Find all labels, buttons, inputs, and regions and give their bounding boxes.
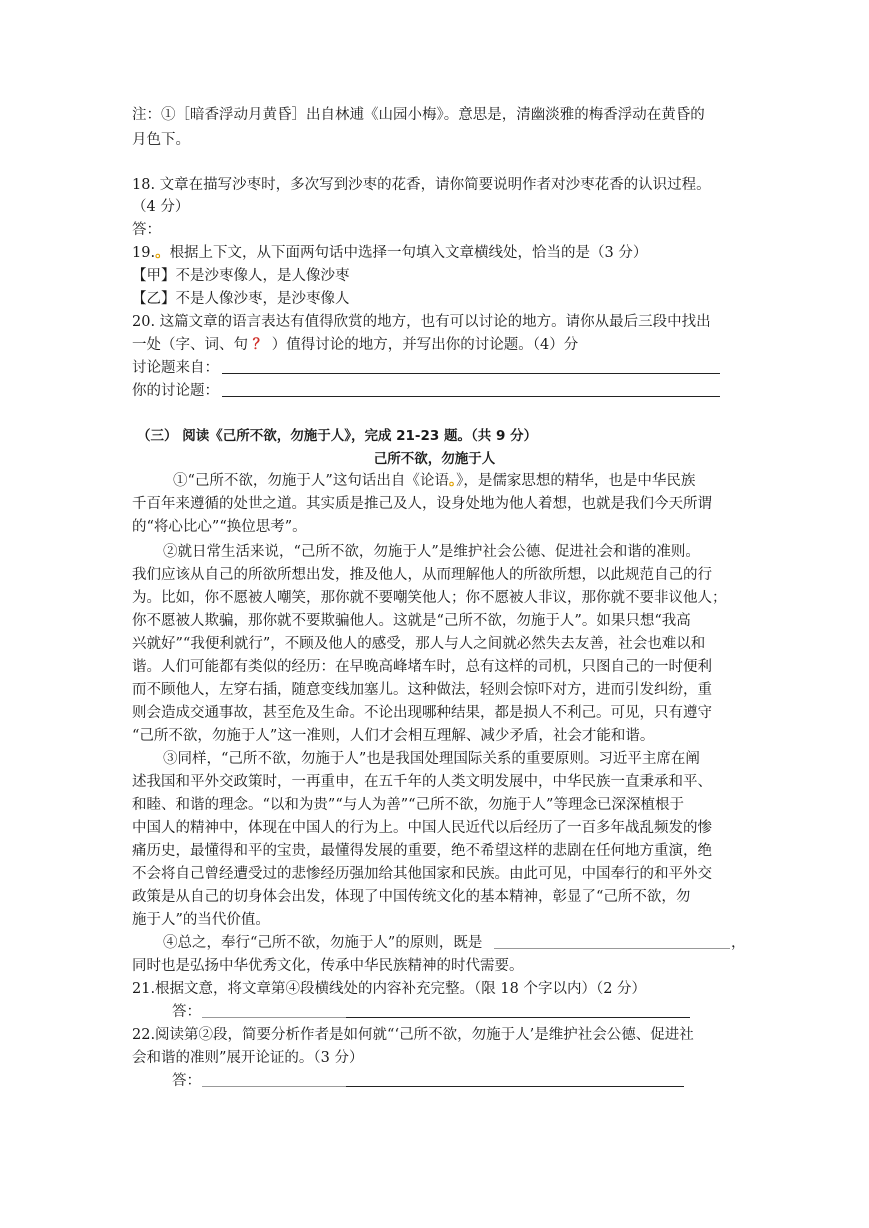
answer-label: 答： [132,222,161,238]
question-20-part: 一处（字、词、句 [132,337,253,353]
discussion-topic-blank[interactable] [222,396,720,397]
paragraph-3-line: 痛历史，最懂得和平的宝贵，最懂得发展的重要，绝不希望这样的悲剧在任何地方重演，绝 [132,843,712,859]
paragraph-4-line: 同时也是弘扬中华优秀文化，传承中华民族精神的时代需要。 [132,958,524,974]
question-18-score: （4 分） [132,199,190,215]
answer-label: 答： [172,1004,201,1020]
annotation-line: 注：①［暗香浮动月黄昏］出自林逋《山园小梅》。意思是，清幽淡雅的梅香浮动在黄昏的 [132,107,705,123]
question-20-part: ）值得讨论的地方，并写出你的讨论题。（4）分 [267,337,579,353]
paragraph-4-blank[interactable] [494,948,730,949]
question-22-text: 22.阅读第②段，简要分析作者是如何就“‘己所不欲，勿施于人’是维护社会公德、促进社 [132,1027,694,1043]
paragraph-2-line: 为。比如，你不愿被人嘲笑，那你就不要嘲笑他人；你不愿被人非议，那你就不要非议他人； [132,590,727,606]
paragraph-4-comma: ， [731,935,746,951]
discussion-source-label: 讨论题来自： [132,360,219,376]
paragraph-3-line: ③同样，“己所不欲，勿施于人”也是我国处理国际关系的重要原则。习近平主席在阐 [163,751,700,767]
option-a: 【甲】不是沙枣像人，是人像沙枣 [132,268,350,284]
question-21-answer-blank-a[interactable] [202,1017,346,1018]
question-22-answer-blank-a[interactable] [202,1086,346,1087]
paragraph-2-line: ②就日常生活来说，“己所不欲，勿施于人”是维护社会公德、促进社会和谐的准则。 [163,544,700,560]
question-19-prompt: 根据上下文，从下面两句话中选择一句填入文章横线处，恰当的是（3 分） [169,245,648,261]
discussion-topic-label: 你的讨论题： [132,383,219,399]
paragraph-3-line: 和睦、和谐的理念。“以和为贵”“与人为善”“己所不欲，勿施于人”等理念已深深植根于 [132,797,684,813]
paragraph-2-line: 兴就好”“我便利就行”，不顾及他人的感受，那人与人之间就必然失去友善，社会也难以和 [132,636,706,652]
question-18-text: 18. 文章在描写沙枣时，多次写到沙枣的花香，请你简要说明作者对沙枣花香的认识过程。 [132,177,711,193]
paragraph-2-line: “己所不欲，勿施于人”这一准则，人们才会相互理解、减少矛盾，社会才能和谐。 [132,728,655,744]
paragraph-3-line: 政策是从自己的切身体会出发，体现了中国传统文化的基本精神，彰显了“己所不欲，勿 [132,889,691,905]
paragraph-text: 》，是儒家思想的精华，也是中华民族 [456,473,696,489]
paragraph-1-line [173,470,695,492]
paragraph-4-line: ④总之，奉行“己所不欲，勿施于人”的原则，既是 [163,935,483,951]
paragraph-2-line: 我们应该从自己的所欲所想出发，推及他人，从而理解他人的所欲所想，以此规范自己的行 [132,567,712,583]
paragraph-1-line: 千百年来遵循的处世之道。其实质是推己及人，设身处地为他人着想，也就是我们今天所谓 [132,496,712,512]
section-heading: （三） 阅读《己所不欲，勿施于人》，完成 21-23 题。（共 9 分） [137,428,538,444]
question-21-answer-blank-b[interactable] [346,1017,690,1018]
paragraph-2-line: 而不顾他人，左穿右插，随意变线加塞儿。这种做法，轻则会惊吓对方，进而引发纠纷，重 [132,682,712,698]
question-mark-icon: ？ [252,336,268,353]
paragraph-2-line: 则会造成交通事故，甚至危及生命。不论出现哪种结果，都是损人不利己。可见，只有遵守 [132,705,712,721]
paragraph-1-line: 的“将心比心”“换位思考”。 [132,519,307,535]
answer-label: 答： [172,1073,201,1089]
article-title: 己所不欲，勿施于人 [373,451,496,467]
emphasis-dot: 。 [155,244,170,261]
question-20-text-2 [132,334,578,356]
question-22-answer-blank-b[interactable] [346,1086,684,1087]
paragraph-3-line: 不会将自己曾经遭受过的悲惨经历强加给其他国家和民族。由此可见，中国奉行的和平外交 [132,866,712,882]
question-20-text: 20. 这篇文章的语言表达有值得欣赏的地方，也有可以讨论的地方。请你从最后三段中找出 [132,314,711,330]
paragraph-text: ①“己所不欲，勿施于人”这句话出自《论语 [173,473,449,489]
paragraph-2-line: 你不愿被人欺骗，那你就不要欺骗他人。这就是“己所不欲，勿施于人”。如果只想“我高 [132,613,691,629]
emphasis-dot: 。 [448,472,457,489]
discussion-source-blank[interactable] [222,373,720,374]
paragraph-2-line: 谐。人们可能都有类似的经历：在早晚高峰堵车时，总有这样的司机，只图自己的一时便利 [132,659,712,675]
paragraph-3-line: 施于人”的当代价值。 [132,912,270,928]
annotation-line: 月色下。 [132,132,190,148]
option-b: 【乙】不是人像沙枣，是沙枣像人 [132,291,350,307]
question-21-text: 21.根据文意，将文章第④段横线处的内容补充完整。（限 18 个字以内）（2 分） [132,981,647,997]
question-number: 19. [132,245,156,261]
question-22-text-2: 会和谐的准则”展开论证的。（3 分） [132,1050,364,1066]
question-19-text [132,242,647,264]
paragraph-3-line: 述我国和平外交政策时，一再重申，在五千年的人类文明发展中，中华民族一直秉承和平、 [132,774,712,790]
paragraph-3-line: 中国人的精神中，体现在中国人的行为上。中国人民近代以后经历了一百多年战乱频发的惨 [132,820,712,836]
